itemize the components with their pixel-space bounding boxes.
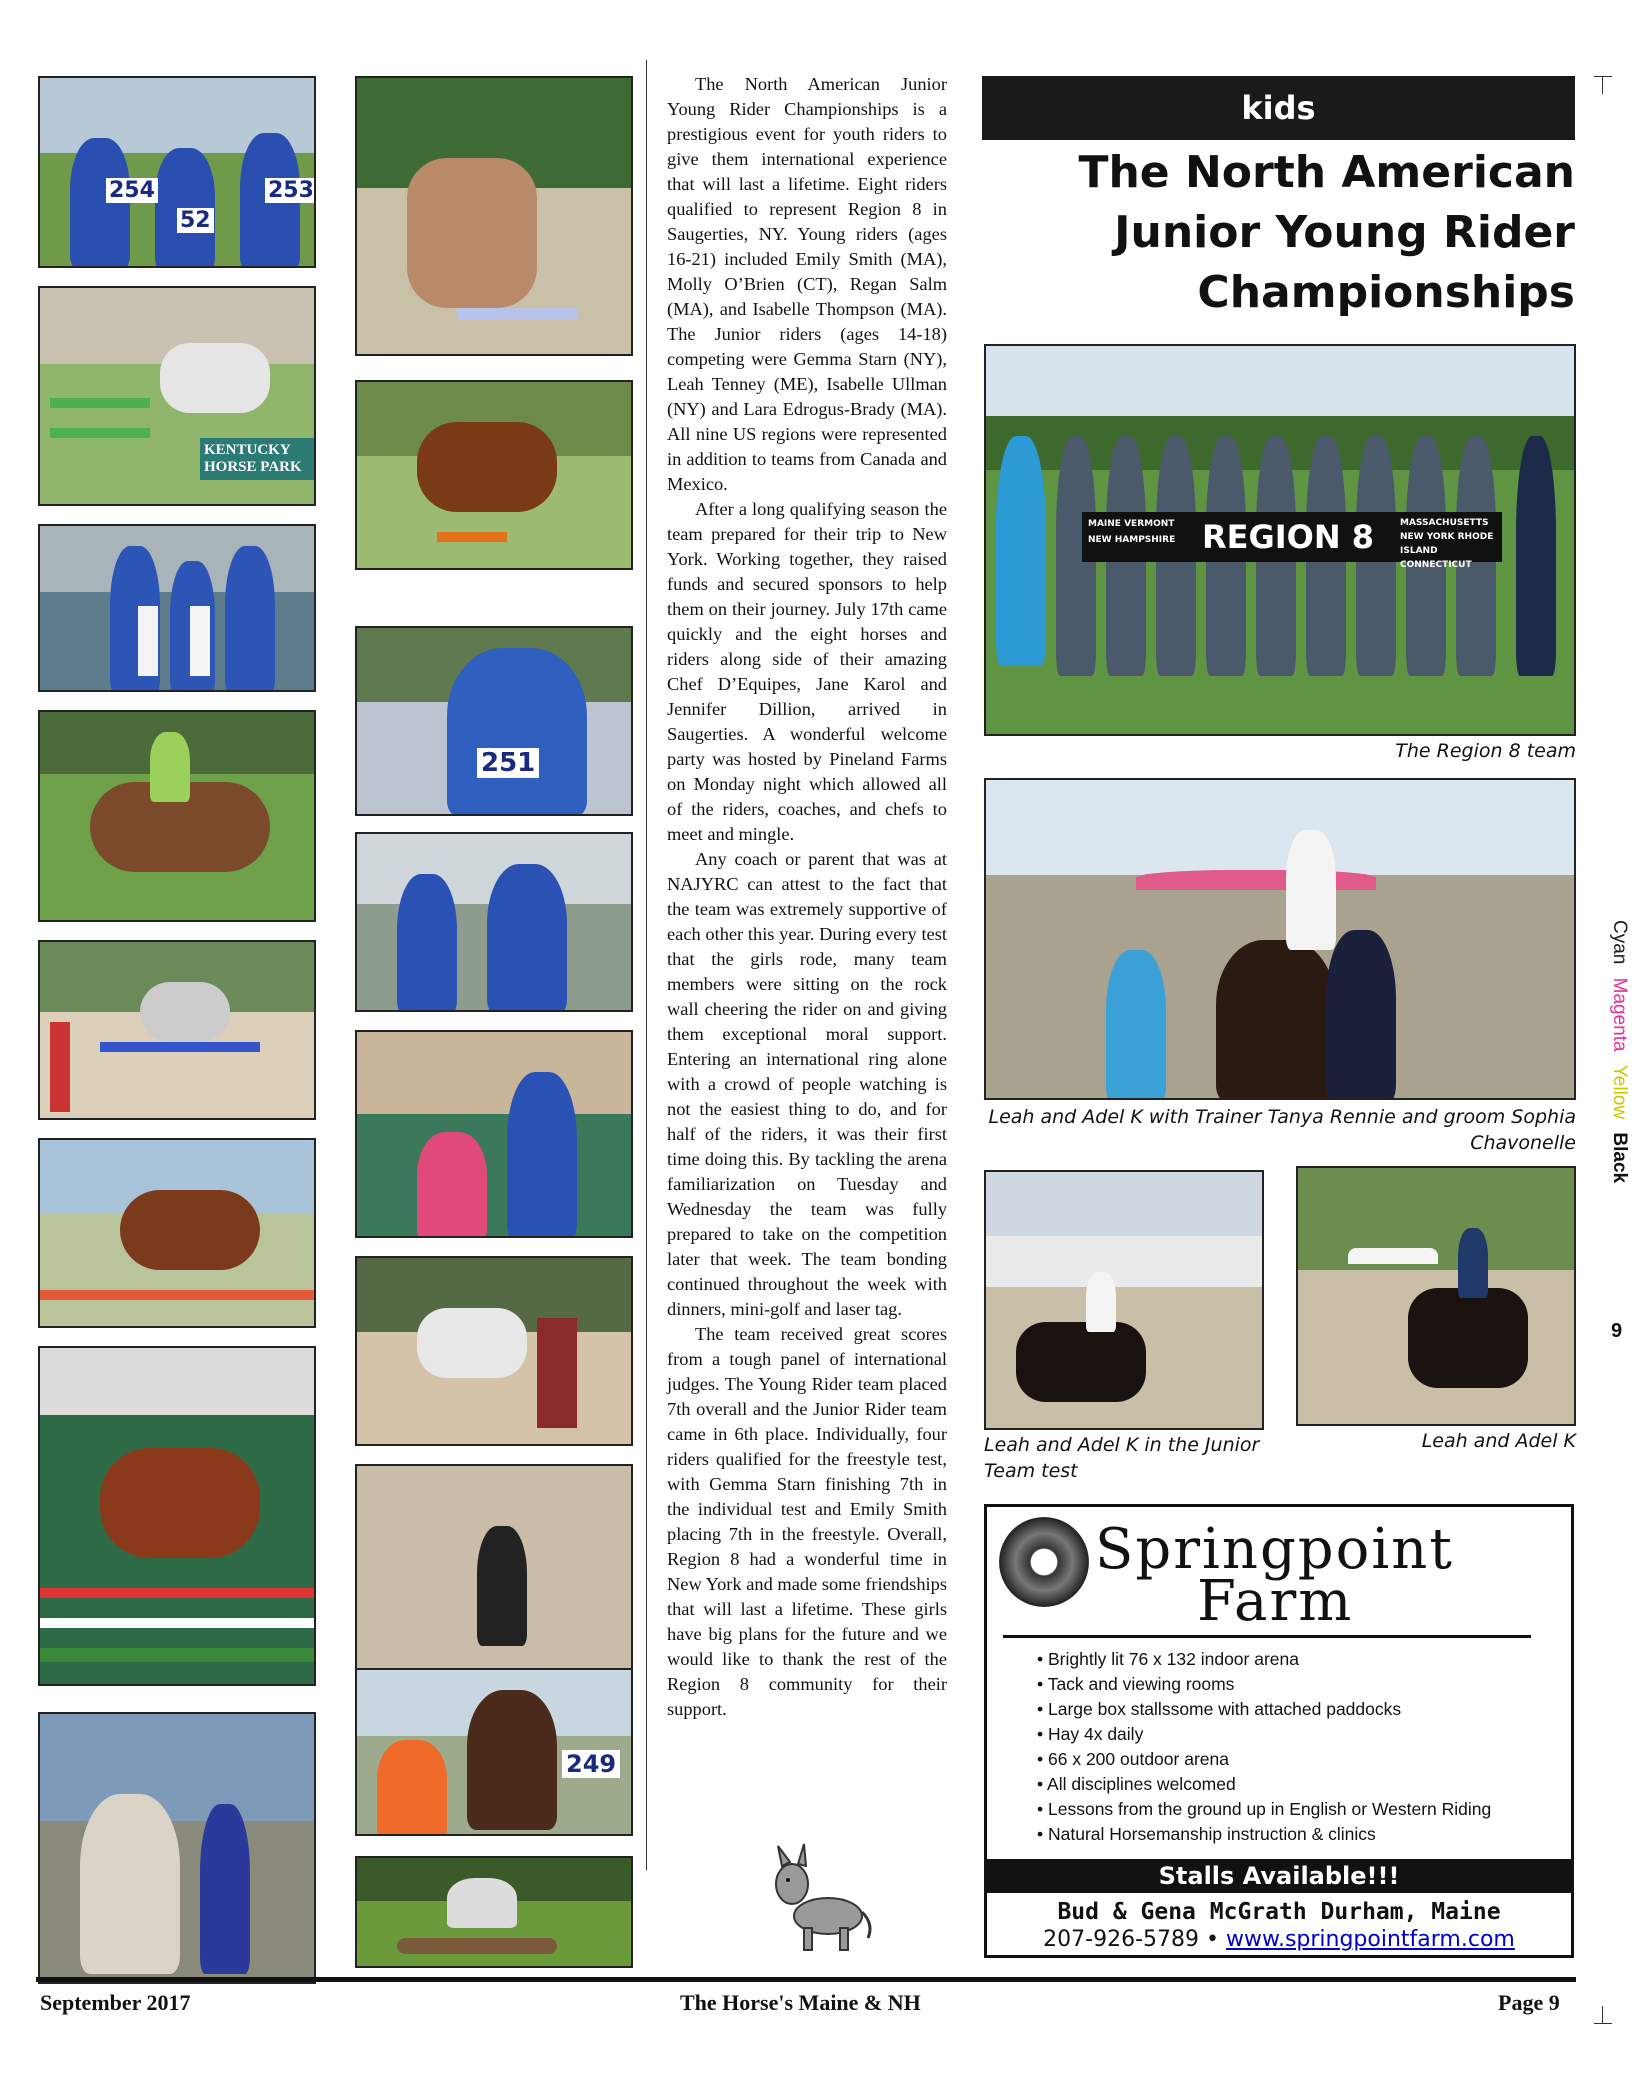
photo-show-jump-3 bbox=[38, 1346, 316, 1686]
article-paragraph-4: The team received great scores from a tough panel of international judges. The Young Rider team placed 7th overall and the Junior Rider team came in 6th place. Individually, four riders qualified for the freestyle test, with Gemma Starn finishing 7th in the individual test and Emily Smith placing 7th in the freestyle. Overall, Region 8 had a wonderful time in New York and made some friendships that will last a lifetime. These girls have big plans for the future and we would like to thank the rest of the Region 8 community for their support. bbox=[667, 1324, 947, 1719]
ad-feature-item: • Hay 4x daily bbox=[1037, 1722, 1491, 1747]
color-label-black: Black bbox=[1609, 1132, 1630, 1184]
springpoint-farm-ad bbox=[984, 1504, 1574, 1958]
photo-show-jump-1 bbox=[38, 940, 316, 1120]
photo-pinto-horse bbox=[38, 710, 316, 922]
photo-barn-horse bbox=[38, 1712, 316, 1984]
article-paragraph-2: After a long qualifying season the team prepared for their trip to New York. Working together, they raised funds and secured sponsors to help them on their journey. July 17th came quickly and the eight horses and riders along side of their amazing Chef D’Equipes, Jane Karol and Jennifer Dillion, arrived in Saugerties. A wonderful welcome party was hosted by Pineland Farms on Monday night which allowed all of the riders, coaches, and chefs to meet and mingle. bbox=[667, 499, 947, 844]
ad-feature-item: • Lessons from the ground up in English or Western Riding bbox=[1037, 1797, 1491, 1822]
photo-ribbons bbox=[38, 524, 316, 692]
article-paragraph-1: The North American Junior Young Rider Championships is a prestigious event for youth riders to give them international experience that will last a lifetime. Eight riders qualified to represent Region 8 in Saugerties, NY. Young riders (ages 16-21) included Emily Smith (MA), Molly O’Brien (CT), Regan Salm (MA), and Isabelle Thompson (MA). The Junior riders (ages 14-18) competing were Gemma Starn (NY), Leah Tenney (ME), Isabelle Ullman (NY) and Lara Edrogus-Brady (MA). All nine US regions were represented in addition to teams from Canada and Mexico. bbox=[667, 74, 947, 494]
color-registration-strip bbox=[1606, 920, 1630, 1220]
headline-line-2: Junior Young Rider bbox=[1114, 207, 1575, 258]
ad-phone: 207-926-5789 • bbox=[1043, 1927, 1219, 1952]
bib-254: 254 bbox=[106, 178, 158, 203]
photo-dressage-arena bbox=[355, 1464, 633, 1684]
ad-feature-item: • Natural Horsemanship instruction & clinics bbox=[1037, 1822, 1491, 1847]
caption-junior-test: Leah and Adel K in the Junior Team test bbox=[984, 1434, 1260, 1482]
photo-brick-jump bbox=[355, 1256, 633, 1446]
ad-farm-name-line-1: Springpoint bbox=[1095, 1517, 1454, 1582]
headline-line-1: The North American bbox=[1078, 147, 1575, 198]
article-body bbox=[667, 72, 947, 1722]
region8-banner bbox=[1082, 512, 1502, 570]
photo-boy-horse bbox=[355, 1668, 633, 1836]
photo-leah-adel bbox=[1296, 1166, 1576, 1426]
caption-leah: Leah and Adel K bbox=[1421, 1430, 1576, 1452]
ad-contact-name: Bud & Gena McGrath Durham, Maine bbox=[1057, 1899, 1501, 1925]
bib-249: 249 bbox=[562, 1750, 620, 1778]
footer-page: Page 9 bbox=[1498, 1990, 1560, 2015]
ad-website-link[interactable]: www.springpointfarm.com bbox=[1225, 1927, 1515, 1952]
banner-states-right: MASSACHUSETTS NEW YORK RHODE ISLAND CONNECTICUT bbox=[1400, 518, 1494, 570]
photo-riders-bibs bbox=[38, 76, 316, 268]
color-label-cyan: Cyan bbox=[1609, 920, 1630, 965]
photo-rider-251 bbox=[355, 626, 633, 816]
photo-spectators bbox=[355, 1030, 633, 1238]
photo-region8-team bbox=[984, 344, 1576, 736]
bib-52: 52 bbox=[177, 208, 214, 233]
footer-rule bbox=[36, 1977, 1576, 1982]
photo-log-jump bbox=[355, 1856, 633, 1968]
donkey-illustration bbox=[760, 1838, 880, 1958]
crop-mark-top-right bbox=[1594, 76, 1612, 94]
column-rule bbox=[646, 60, 647, 1870]
headline bbox=[982, 143, 1575, 323]
caption-team: The Region 8 team bbox=[1395, 740, 1576, 762]
banner-states-left: MAINE VERMONT NEW HAMPSHIRE bbox=[1088, 519, 1176, 545]
ad-stalls-banner: Stalls Available!!! bbox=[987, 1859, 1571, 1893]
caption-trainer: Leah and Adel K with Trainer Tanya Rennie and groom Sophia Chavonelle bbox=[988, 1106, 1576, 1154]
photo-trainer-groom bbox=[984, 778, 1576, 1100]
footer-publication: The Horse's Maine & NH bbox=[680, 1990, 921, 2015]
section-label: kids bbox=[982, 76, 1575, 140]
farm-logo-emblem bbox=[999, 1517, 1089, 1607]
footer-date: September 2017 bbox=[40, 1990, 191, 2015]
bib-253: 253 bbox=[265, 178, 316, 203]
ad-feature-list bbox=[1037, 1647, 1491, 1847]
kentucky-sign: KENTUCKY HORSE PARK bbox=[200, 438, 316, 480]
bib-251: 251 bbox=[477, 748, 539, 778]
ad-farm-name-line-2: Farm bbox=[1197, 1569, 1354, 1634]
color-label-yellow: Yellow bbox=[1609, 1064, 1630, 1120]
headline-line-3: Championships bbox=[1197, 267, 1575, 318]
ad-feature-item: • All disciplines welcomed bbox=[1037, 1772, 1491, 1797]
ad-feature-item: • Brightly lit 76 x 132 indoor arena bbox=[1037, 1647, 1491, 1672]
crop-mark-bottom-right bbox=[1594, 2006, 1612, 2024]
ad-feature-item: • 66 x 200 outdoor arena bbox=[1037, 1747, 1491, 1772]
photo-riders-walk bbox=[355, 832, 633, 1012]
ad-feature-item: • Large box stallssome with attached paddocks bbox=[1037, 1697, 1491, 1722]
ad-feature-item: • Tack and viewing rooms bbox=[1037, 1672, 1491, 1697]
ad-divider bbox=[1003, 1635, 1531, 1638]
photo-pinto-jump bbox=[355, 76, 633, 356]
article-paragraph-3: Any coach or parent that was at NAJYRC can attest to the fact that the team was extremely supportive of each other this year. During every test that the girls rode, many team members were sitting on the rock wall cheering the rider on and giving them exceptional moral support. Entering an international ring alone with a crowd of people watching is not the easiest thing to do, and for half of the riders, it was their first time doing this. By tackling the arena familiarization on Tuesday and Wednesday the team was fully prepared to take on the competition later that week. The team bonding continued throughout the week with dinners, mini-golf and laser tag. bbox=[667, 849, 947, 1319]
photo-show-jump-2 bbox=[38, 1138, 316, 1328]
photo-kentucky-jump bbox=[38, 286, 316, 506]
photo-junior-test bbox=[984, 1170, 1264, 1430]
photo-bay-jump bbox=[355, 380, 633, 570]
side-page-number: 9 bbox=[1611, 1320, 1623, 1342]
color-label-magenta: Magenta bbox=[1609, 977, 1630, 1052]
ad-phone-line bbox=[987, 1927, 1571, 1952]
banner-title: REGION 8 bbox=[1202, 518, 1375, 556]
